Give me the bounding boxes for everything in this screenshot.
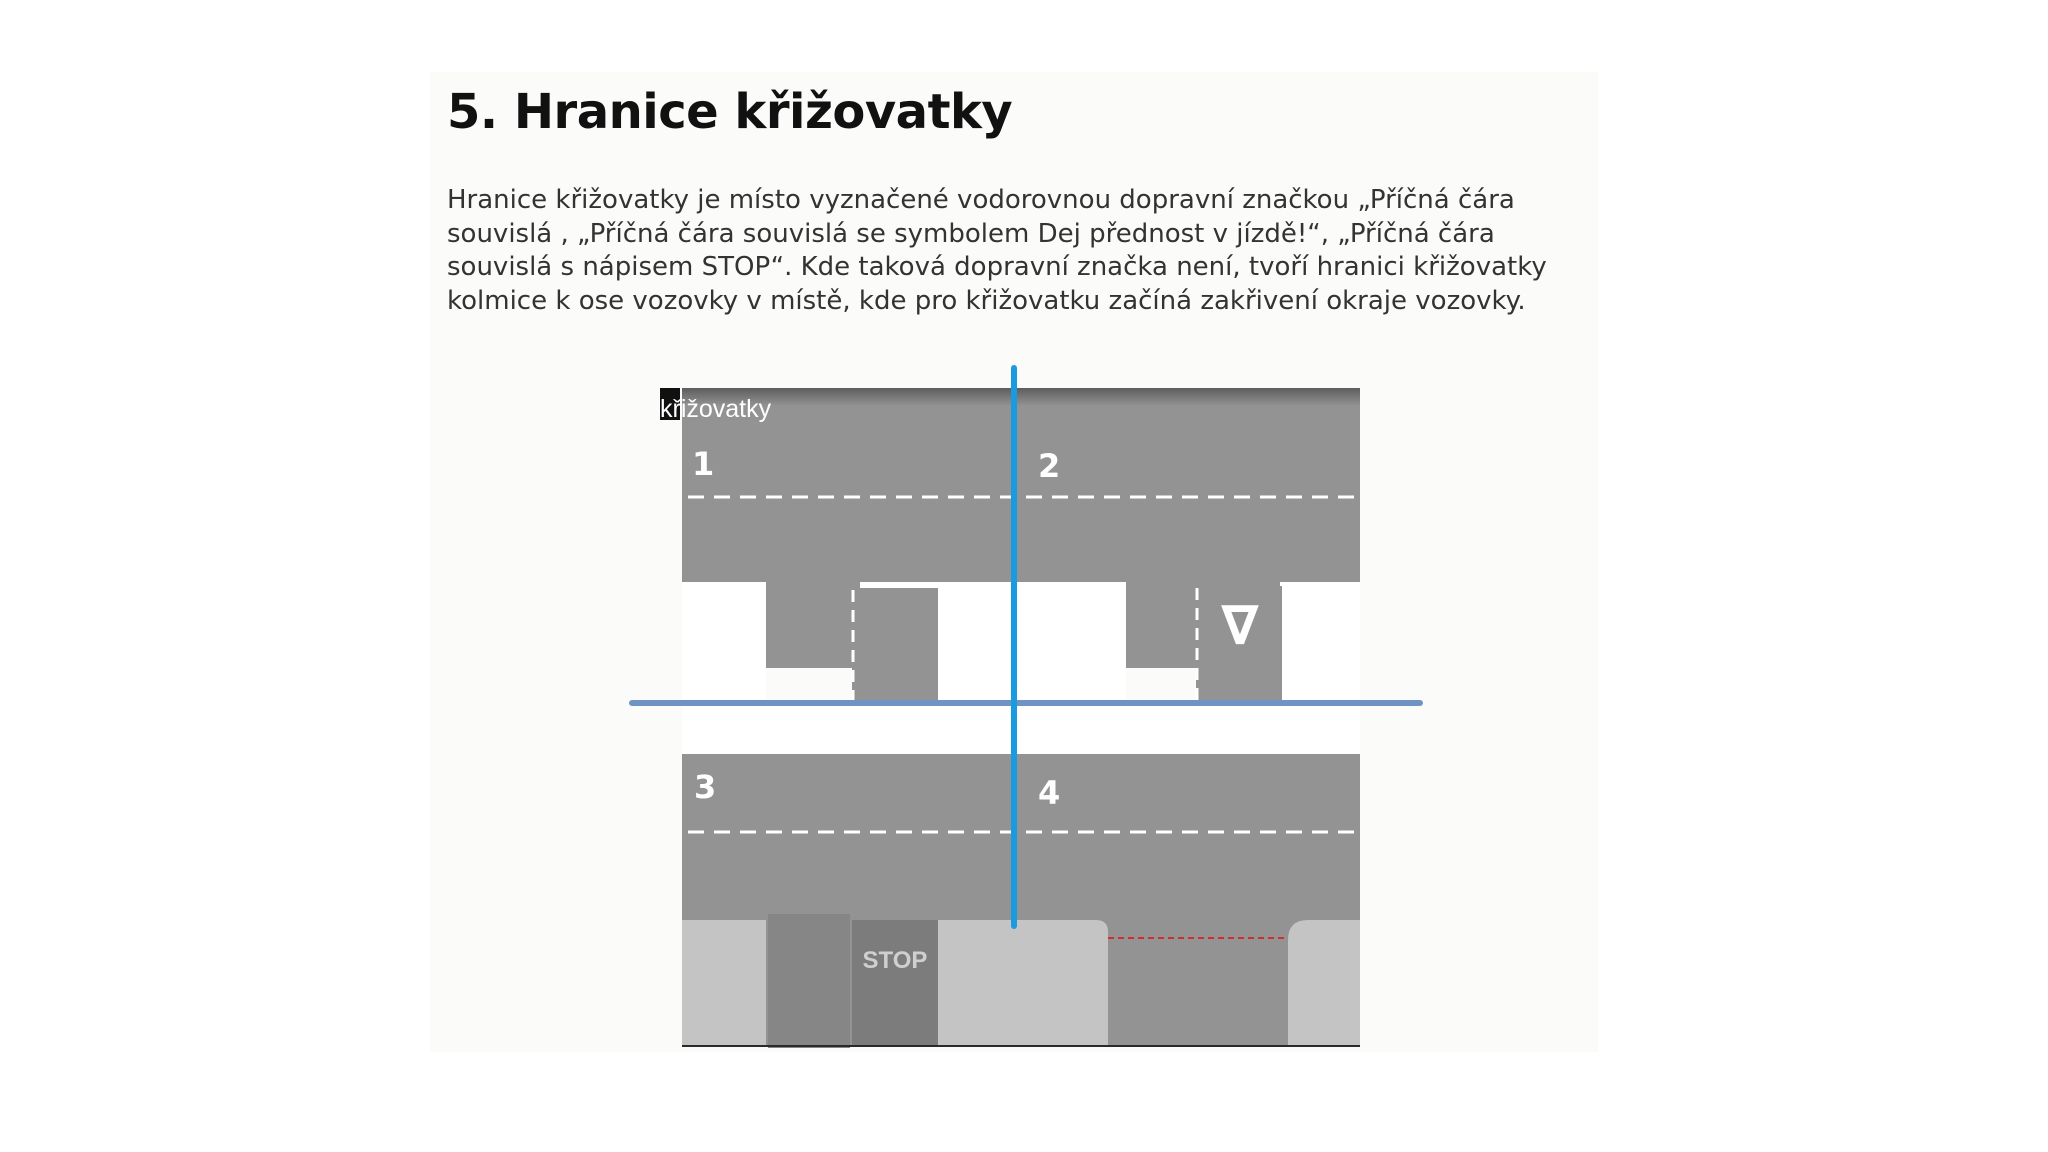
white-strip [682, 706, 1360, 754]
page-title: 5. Hranice křižovatky [447, 84, 1013, 140]
stop-marking: STOP [862, 947, 928, 974]
stop-road [852, 920, 938, 1046]
diagram-caption: křižovatky [660, 395, 772, 423]
road-top-shade [682, 388, 1360, 406]
road-upper [682, 406, 1360, 542]
curb-block-3 [1288, 920, 1360, 1046]
quadrant-label-2: 2 [1038, 447, 1061, 485]
side-road-left [852, 588, 938, 706]
white-block-1 [682, 582, 766, 706]
curb-block-1 [682, 920, 766, 1046]
body-paragraph: Hranice křižovatky je místo vyznačené vodorovnou dopravní značkou „Příčná čára souvislá , „Příčná čára souvislá se symbolem Dej přednost v jízdě!“, „Příčná čára souvislá s nápisem STOP“. Kde taková dopravní značka není, tvoří hranici křižovatky kolmice k ose vozovky v místě, kde pro křižovatku začíná zakřivení okraje vozovky. [447, 185, 1547, 316]
quadrant-label-4: 4 [1038, 774, 1061, 812]
yield-symbol-icon: ∇ [1221, 594, 1259, 657]
side-road-bottom-left [768, 914, 850, 1048]
curb-block-2 [938, 920, 1108, 1046]
white-block-3 [1280, 582, 1360, 706]
intersection-diagram-svg [620, 360, 1440, 1060]
quadrant-label-1: 1 [692, 445, 715, 483]
road-lower [682, 754, 1360, 930]
intersection-diagram [620, 360, 1440, 1060]
quadrant-label-3: 3 [694, 768, 717, 806]
